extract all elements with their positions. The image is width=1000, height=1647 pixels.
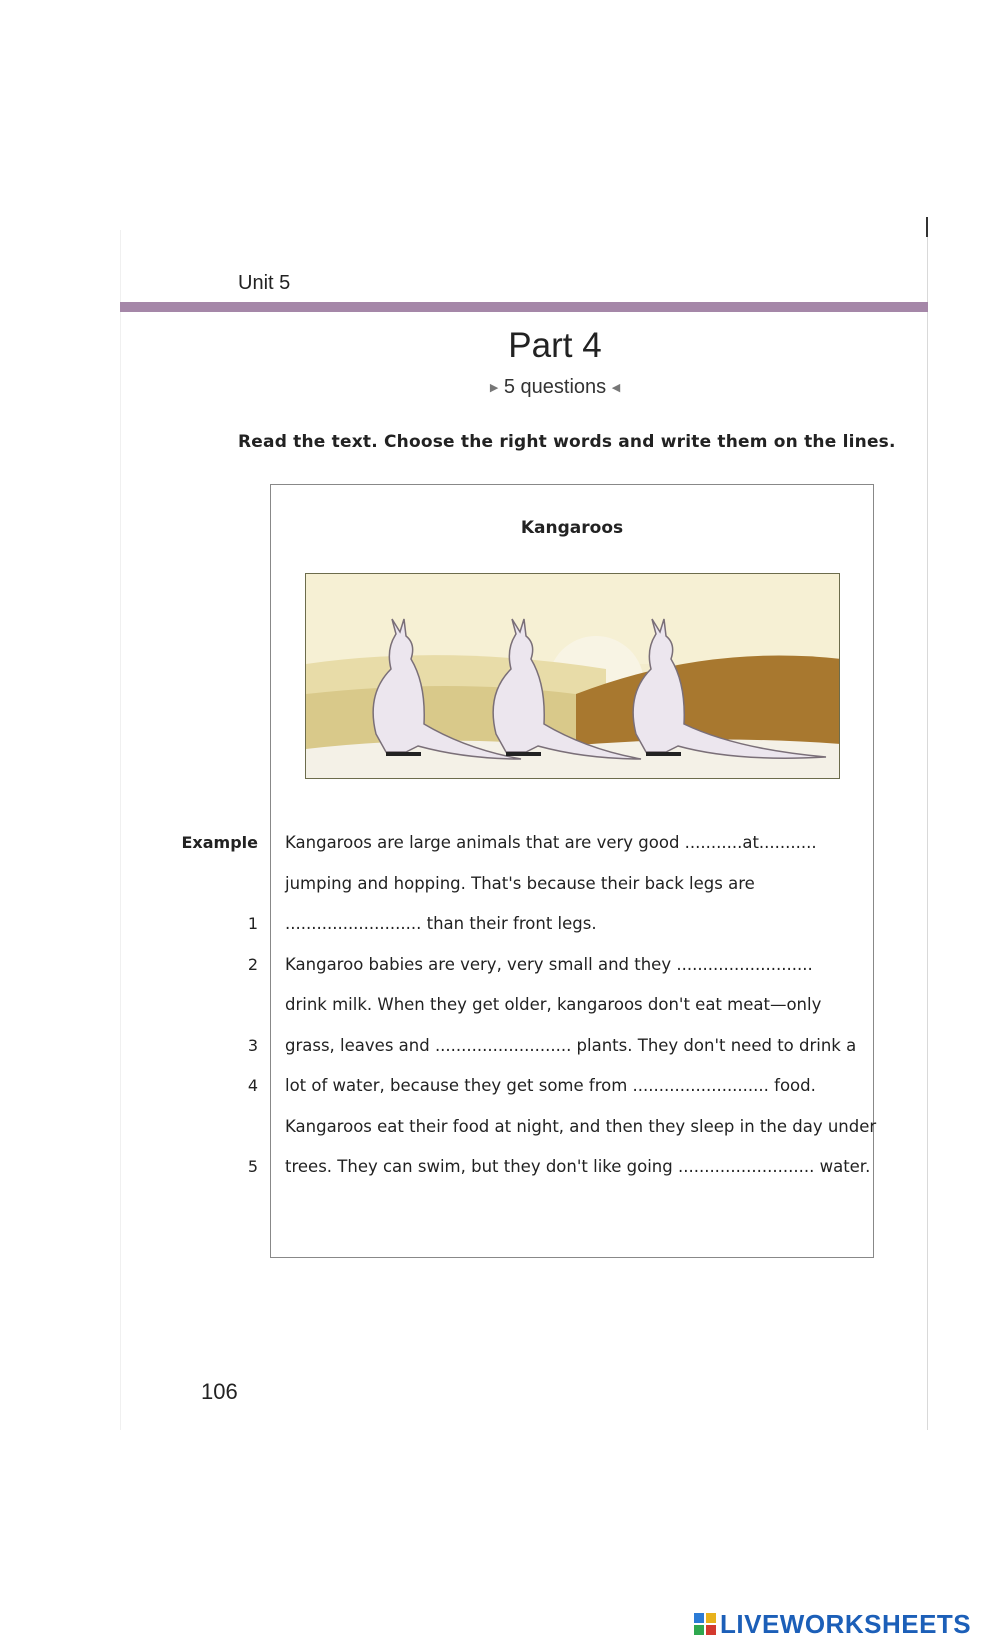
unit-bar xyxy=(120,302,928,312)
instruction-text: Read the text. Choose the right words and write them on the lines. xyxy=(238,432,896,452)
questions-count xyxy=(0,376,1000,399)
questions-label: 5 questions xyxy=(503,376,607,398)
part-title: Part 4 xyxy=(508,326,602,365)
page-edge-right xyxy=(927,230,928,1430)
row-label-1: 1 xyxy=(247,914,258,933)
story-line-blank-1[interactable]: .......................... than their front legs. xyxy=(285,914,597,933)
story-title: Kangaroos xyxy=(520,518,624,538)
story-line: drink milk. When they get older, kangaroos don't eat meat—only xyxy=(285,995,822,1014)
liveworksheets-logo[interactable] xyxy=(694,1608,972,1639)
story-line: Kangaroos eat their food at night, and then they sleep in the day under xyxy=(285,1117,877,1136)
logo-text: LIVEWORKSHEETS xyxy=(720,1608,972,1639)
unit-label: Unit 5 xyxy=(238,272,291,294)
story-line-blank-2[interactable]: Kangaroo babies are very, very small and they .......................... xyxy=(285,955,813,974)
story-line-blank-5[interactable]: trees. They can swim, but they don't like going .......................... water. xyxy=(285,1157,871,1176)
story-line: jumping and hopping. That's because their back legs are xyxy=(285,874,755,893)
story-line-blank-4[interactable]: lot of water, because they get some from .......................... food. xyxy=(285,1076,816,1095)
kangaroo-illustration xyxy=(305,573,840,779)
triangle-right-icon: ▶ xyxy=(489,382,499,394)
story-line: Kangaroos are large animals that are very good ...........at........... xyxy=(285,833,817,852)
logo-blocks-icon xyxy=(694,1613,716,1635)
row-label-3: 3 xyxy=(247,1036,258,1055)
triangle-left-icon: ◀ xyxy=(611,382,621,394)
page-number: 106 xyxy=(201,1379,238,1404)
row-label-2: 2 xyxy=(247,955,258,974)
story-line-blank-3[interactable]: grass, leaves and .......................... plants. They don't need to drink a xyxy=(285,1036,857,1055)
page-edge-left xyxy=(120,230,121,1430)
page-edge-mark xyxy=(926,217,928,237)
row-label-example: Example xyxy=(181,833,258,852)
row-label-4: 4 xyxy=(247,1076,258,1095)
row-label-5: 5 xyxy=(247,1157,258,1176)
